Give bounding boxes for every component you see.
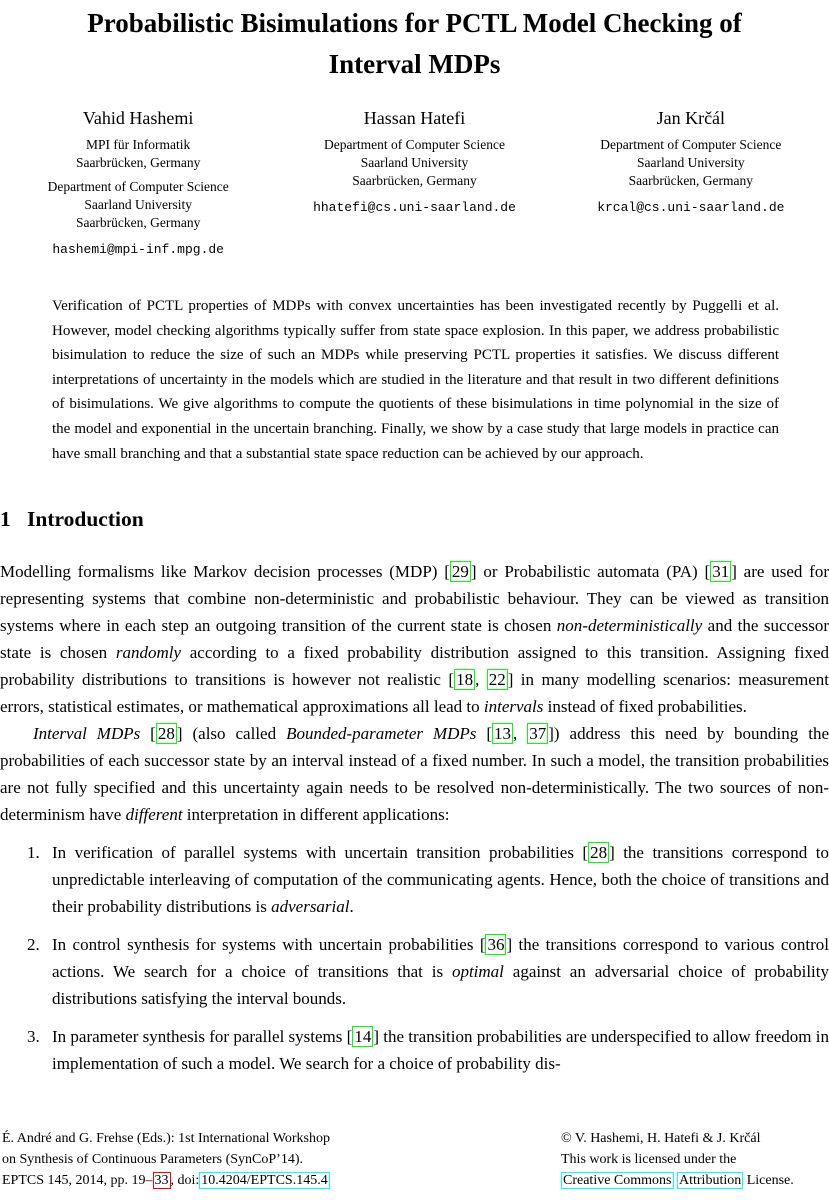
footer-copyright-line: © V. Hashemi, H. Hatefi & J. Krčál (561, 1131, 761, 1146)
text-run: EPTCS 145, 2014, pp. 19– (2, 1173, 153, 1188)
text-run: In parameter synthesis for parallel systems [ (52, 1027, 353, 1047)
author-email: hhatefi@cs.uni-saarland.de (313, 200, 516, 215)
author-name: Hassan Hatefi (363, 108, 466, 128)
affiliation-line: Saarbrücken, Germany (75, 215, 201, 230)
text-run: ] (also called (176, 724, 287, 744)
affiliation-line: Saarland University (637, 155, 745, 170)
affiliation-line: Department of Computer Science (600, 137, 782, 152)
footer-doi-line (2, 1170, 330, 1191)
text-run: In verification of parallel systems with uncertain transition probabilities [ (52, 843, 589, 863)
text-run: interpretation in different applications: (182, 805, 450, 825)
text-run: ] the transition probabilities are underspecified to allow freedom in implementation of such a model. We search for a choice of probability dis- (52, 1027, 829, 1074)
paper-title-line1: Probabilistic Bisimulations for PCTL Model Checking of (87, 8, 742, 38)
list-item-number: 2. (27, 935, 40, 955)
text-run: according to a fixed probability distribution assigned to this transition. Assigning fixed probability distributions to transitions is however not realistic [ (0, 643, 829, 690)
citation-link[interactable]: 28 (157, 724, 175, 744)
text-run: ] or Probabilistic automata (PA) [ (470, 562, 711, 582)
footer-license-line: This work is licensed under the (561, 1152, 737, 1167)
author-affiliation (276, 136, 552, 190)
author-affiliation (0, 136, 276, 172)
paper-title (0, 0, 829, 85)
affiliation-line: Saarland University (360, 155, 469, 170)
text-run: [ (140, 724, 156, 744)
text-run: ] are used for representing systems that combine non-deterministic and probabilistic behaviour. They can be viewed as transition systems where in each step an outgoing transition of the current state is chosen (0, 562, 829, 636)
list-item-number: 3. (27, 1027, 40, 1047)
emphasized-text: different (125, 805, 183, 825)
affiliation-line: Saarland University (84, 197, 192, 212)
text-run: ] the transitions correspond to unpredictable interleaving of computation of the communicating agents. Hence, both the choice of transitions and their probability distributions is (52, 843, 829, 917)
affiliation-line: Department of Computer Science (323, 137, 506, 152)
abstract-text: Verification of PCTL properties of MDPs with convex uncertainties has been investigated recently by Puggelli et al. However, model checking algorithms typically suffer from state space explosion. In this paper, we address probabilistic bisimulation to reduce the size of such an MDPs while preserving PCTL properties it satisfies. We discuss different interpretations of uncertainty in the models which are studied in the literature and that result in two different definitions of bisimulations. We give algorithms to compute the quotients of these bisimulations in time polynomial in the size of the model and exponential in the uncertain branching. Finally, we show by a case study that large models in practice can have small branching and that a substantial state space reduction can be achieved by our approach. (52, 298, 779, 462)
footer-license-links-line (561, 1170, 829, 1191)
citation-link[interactable]: 22 (488, 670, 506, 690)
emphasized-text: Interval MDPs (33, 724, 141, 744)
author-affiliation (0, 178, 276, 232)
footer-editors-line: É. André and G. Frehse (Eds.): 1st International Workshop (2, 1131, 330, 1146)
emphasized-text: randomly (115, 643, 182, 663)
citation-link[interactable]: 28 (590, 843, 608, 863)
citation-link[interactable]: 36 (487, 935, 505, 955)
text-run: and the successor state is chosen (0, 616, 829, 663)
text-run: [ (476, 724, 493, 744)
author-block (0, 106, 829, 258)
author-name: Vahid Hashemi (82, 108, 194, 128)
citation-link[interactable]: 18 (456, 670, 474, 690)
text-run: ]) address this need by bounding the probabilities of each successor state by an interval instead of a fixed number. In such a model, the transition probabilities are not fully specified and this uncertainty again needs to be resolved non-deterministically. The two sources of non-determinism have (0, 724, 829, 825)
citation-link[interactable]: 13 (494, 724, 512, 744)
section-heading-introduction (0, 505, 829, 533)
footer-publication-info (2, 1128, 330, 1191)
text-run: ] the transitions correspond to various control actions. We search for a choice of transitions that is (52, 935, 829, 982)
author-column-3 (553, 106, 829, 258)
list-item-text (52, 1023, 829, 1077)
text-run: In control synthesis for systems with uncertain probabilities [ (52, 935, 486, 955)
numbered-list (0, 839, 829, 1077)
text-run: , (475, 670, 487, 690)
author-name: Jan Krčál (656, 108, 726, 128)
list-item-text (52, 931, 829, 1012)
author-column-1 (0, 106, 276, 258)
author-column-2 (276, 106, 552, 258)
external-link[interactable]: 10.4204/EPTCS.145.4 (201, 1173, 328, 1188)
paper-title-line2: Interval MDPs (328, 49, 501, 79)
intro-paragraph-1 (0, 558, 829, 720)
citation-link[interactable]: 31 (712, 562, 730, 582)
emphasized-text: non-deterministically (556, 616, 703, 636)
page-footer (0, 1128, 829, 1191)
external-link[interactable]: Creative Commons (563, 1173, 672, 1188)
citation-link[interactable]: 29 (451, 562, 469, 582)
list-item-number: 1. (27, 843, 40, 863)
text-run: against an adversarial choice of probability distributions satisfying the interval bounds. (52, 962, 829, 1009)
external-link[interactable]: Attribution (679, 1173, 742, 1188)
citation-link[interactable]: 14 (354, 1027, 372, 1047)
emphasized-text: adversarial (271, 897, 350, 917)
text-run: . (349, 897, 354, 917)
list-item (0, 931, 829, 1012)
emphasized-text: optimal (451, 962, 504, 982)
author-email: hashemi@mpi-inf.mpg.de (52, 242, 224, 257)
affiliation-line: Department of Computer Science (47, 179, 229, 194)
list-item-text (52, 839, 829, 920)
text-run: ] in many modelling scenarios: measurement errors, statistical estimates, or mathematical approximations all lead to (0, 670, 829, 717)
text-run: Modelling formalisms like Markov decision processes (MDP) [ (0, 562, 450, 582)
affiliation-line: Saarbrücken, Germany (352, 173, 477, 188)
section-number: 1 (0, 507, 11, 532)
section-title: Introduction (27, 507, 144, 532)
affiliation-line: MPI für Informatik (86, 137, 191, 152)
footer-workshop-line: on Synthesis of Continuous Parameters (SynCoP’14). (2, 1152, 303, 1167)
affiliation-line: Saarbrücken, Germany (628, 173, 754, 188)
footer-license-info (561, 1128, 829, 1191)
list-item (0, 839, 829, 920)
page-link[interactable]: 33 (154, 1173, 169, 1188)
citation-link[interactable]: 37 (529, 724, 547, 744)
author-affiliation (553, 136, 829, 190)
intro-paragraph-2 (0, 720, 829, 828)
affiliation-line: Saarbrücken, Germany (75, 155, 201, 170)
emphasized-text: Bounded-parameter MDPs (286, 724, 477, 744)
emphasized-text: intervals (483, 697, 544, 717)
text-run: License. (743, 1173, 794, 1188)
text-run: , (513, 724, 528, 744)
text-run: , doi: (170, 1173, 200, 1188)
list-item (0, 1023, 829, 1077)
author-email: krcal@cs.uni-saarland.de (597, 200, 785, 215)
text-run: instead of fixed probabilities. (543, 697, 747, 717)
